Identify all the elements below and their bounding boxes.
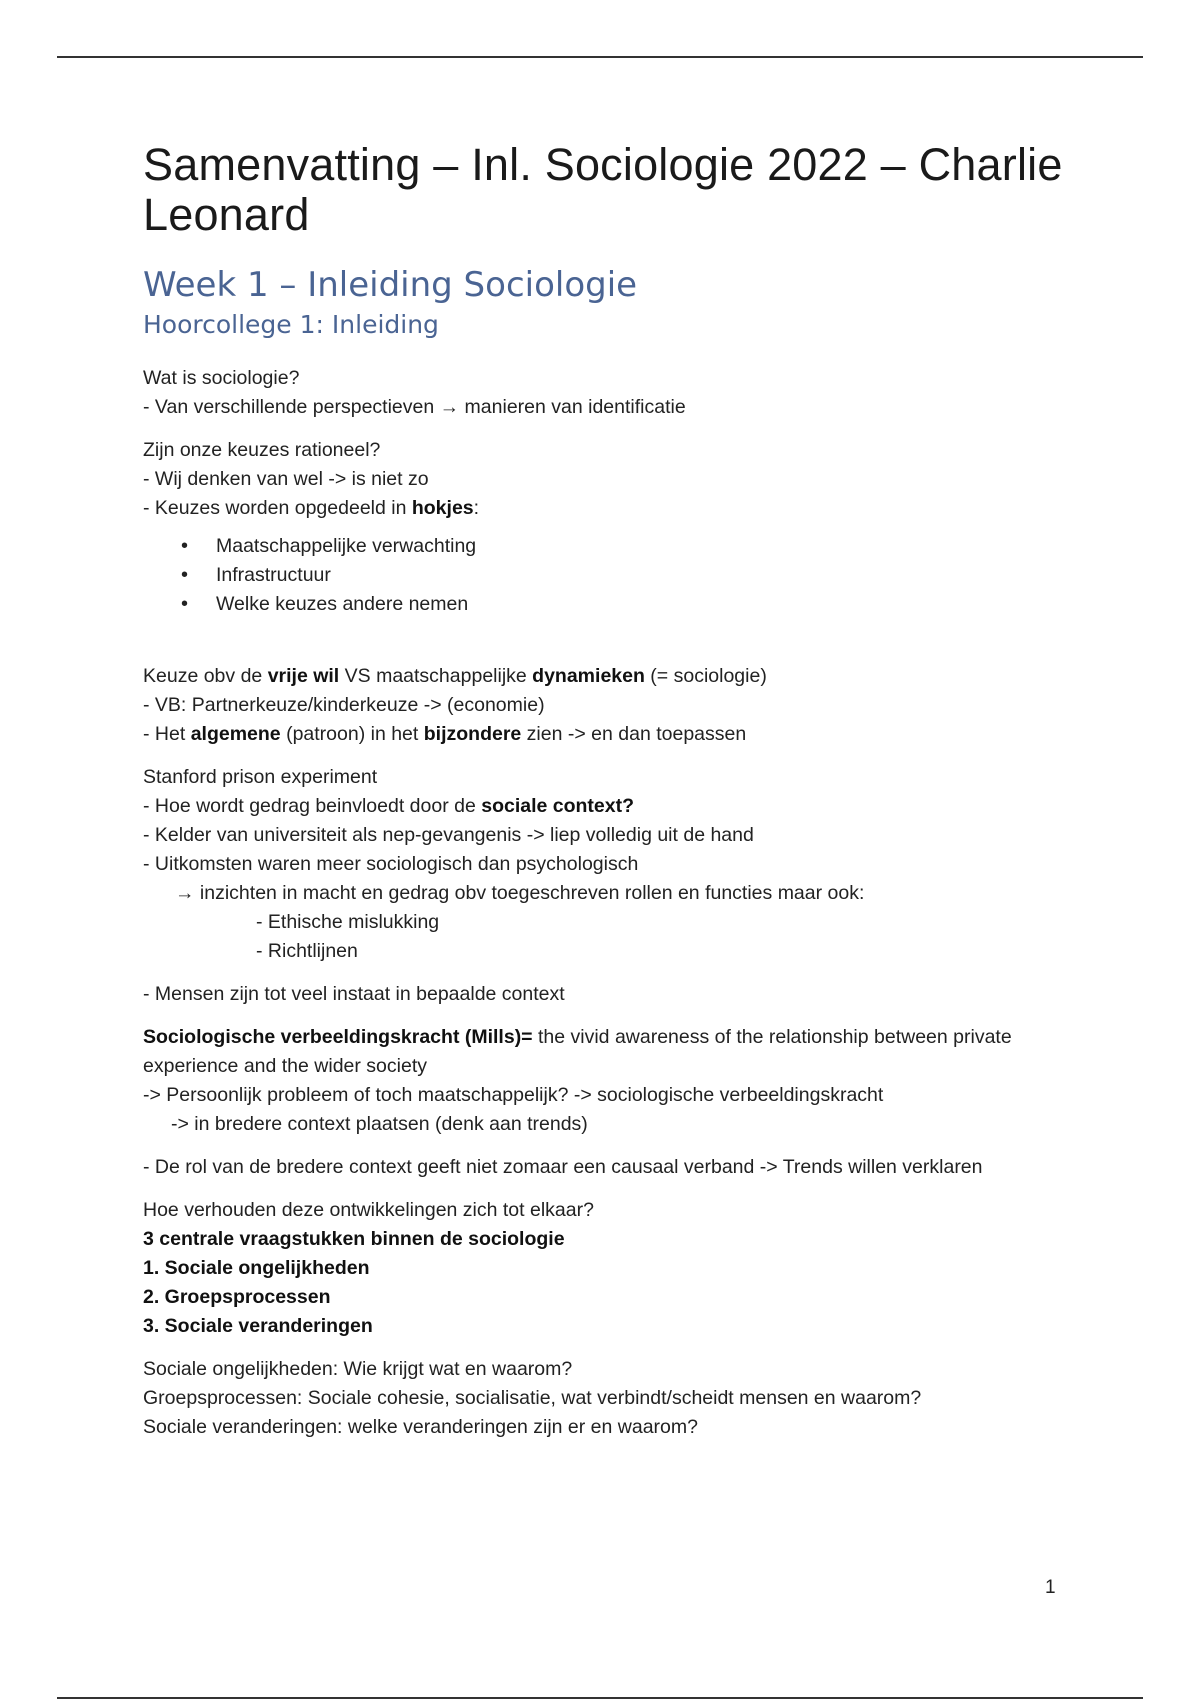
stanford-heading: Stanford prison experiment [143, 766, 378, 788]
broader-context-role-line: - De rol van de bredere context geeft niet zomaar een causaal verband -> Trends willen verklaren [143, 1156, 983, 1178]
people-capable-line: - Mensen zijn tot veel instaat in bepaalde context [143, 983, 565, 1005]
footer-rule [57, 1697, 1143, 1699]
social-changes-line: Sociale veranderingen: welke veranderingen zijn er en waarom? [143, 1416, 698, 1438]
perspectives-line: - Van verschillende perspectieven → manieren van identificatie [143, 396, 686, 418]
guidelines-line: - Richtlijnen [256, 940, 358, 962]
general-specific-line: - Het algemene (patroon) in het bijzondere zien -> en dan toepassen [143, 723, 747, 745]
header-rule [57, 56, 1143, 58]
document-title: Samenvatting – Inl. Sociologie 2022 – Charlie Leonard [143, 139, 1063, 240]
question-what-is-sociology: Wat is sociologie? [143, 367, 300, 389]
personal-problem-line: -> Persoonlijk probleem of toch maatschappelijk? -> sociologische verbeeldingskracht [143, 1084, 884, 1106]
lecture-heading: Hoorcollege 1: Inleiding [143, 310, 439, 339]
week-heading: Week 1 – Inleiding Sociologie [143, 265, 638, 305]
we-think-line: - Wij denken van wel -> is niet zo [143, 468, 429, 490]
inequalities-line: Sociale ongelijkheden: Wie krijgt wat en waarom? [143, 1358, 573, 1380]
group-processes-line: Groepsprocessen: Sociale cohesie, socialisatie, wat verbindt/scheidt mensen en waarom? [143, 1387, 922, 1409]
basement-line: - Kelder van universiteit als nep-gevangenis -> liep volledig uit de hand [143, 824, 754, 846]
example-line: - VB: Partnerkeuze/kinderkeuze -> (economie) [143, 694, 545, 716]
behavior-line: - Hoe wordt gedrag beinvloedt door de sociale context? [143, 795, 635, 817]
page-number: 1 [1045, 1577, 1056, 1598]
boxes-list [143, 532, 1083, 619]
question-rational-choices: Zijn onze keuzes rationeel? [143, 439, 381, 461]
developments-question: Hoe verhouden deze ontwikkelingen zich tot elkaar? [143, 1199, 594, 1221]
free-will-line: Keuze obv de vrije wil VS maatschappelijke dynamieken (= sociologie) [143, 665, 767, 687]
central-question-2: 2. Groepsprocessen [143, 1286, 331, 1308]
list-item: • Infrastructuur [143, 561, 1083, 590]
central-question-1: 1. Sociale ongelijkheden [143, 1257, 370, 1279]
central-question-3: 3. Sociale veranderingen [143, 1315, 373, 1337]
body [143, 364, 1083, 1442]
list-item: • Maatschappelijke verwachting [143, 532, 1083, 561]
insights-line: → inzichten in macht en gedrag obv toegeschreven rollen en functies maar ook: [175, 882, 865, 904]
list-item: • Welke keuzes andere nemen [143, 590, 1083, 619]
document-page [143, 140, 1083, 1442]
ethical-failure-line: - Ethische mislukking [256, 911, 440, 933]
sociological-imagination-definition: Sociologische verbeeldingskracht (Mills)= the vivid awareness of the relationship between private experience and the wider society [143, 1026, 1012, 1077]
choices-divided-line: - Keuzes worden opgedeeld in hokjes: [143, 497, 480, 519]
broader-context-line: -> in bredere context plaatsen (denk aan trends) [171, 1113, 588, 1135]
central-questions-heading: 3 centrale vraagstukken binnen de sociologie [143, 1228, 565, 1250]
outcomes-line: - Uitkomsten waren meer sociologisch dan psychologisch [143, 853, 639, 875]
